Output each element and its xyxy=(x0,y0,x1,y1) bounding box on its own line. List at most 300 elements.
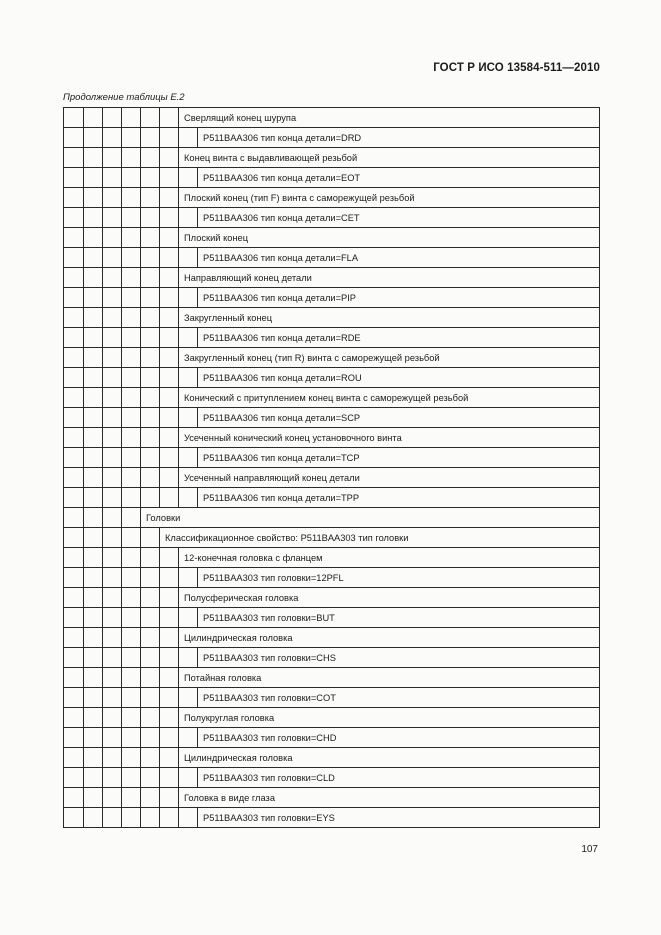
indent-cell xyxy=(103,268,122,288)
row-text: P511BAA306 тип конца детали=RDE xyxy=(198,328,600,348)
indent-cell xyxy=(141,568,160,588)
indent-cell xyxy=(160,648,179,668)
table-row xyxy=(64,248,600,268)
indent-cell xyxy=(122,768,141,788)
indent-cell xyxy=(64,148,84,168)
indent-cell xyxy=(122,788,141,808)
indent-cell xyxy=(160,768,179,788)
table-row xyxy=(64,528,600,548)
indent-cell xyxy=(122,808,141,828)
row-text: Конический с притуплением конец винта с саморежущей резьбой xyxy=(179,388,600,408)
indent-cell xyxy=(84,248,103,268)
table-row xyxy=(64,508,600,528)
indent-cell xyxy=(64,288,84,308)
indent-cell xyxy=(84,568,103,588)
indent-cell xyxy=(84,308,103,328)
table-row xyxy=(64,188,600,208)
table-row xyxy=(64,728,600,748)
indent-cell xyxy=(141,708,160,728)
indent-cell xyxy=(160,248,179,268)
row-text: P511BAA306 тип конца детали=CET xyxy=(198,208,600,228)
indent-cell xyxy=(64,208,84,228)
indent-cell xyxy=(64,128,84,148)
indent-cell xyxy=(103,588,122,608)
indent-cell xyxy=(122,308,141,328)
indent-cell xyxy=(103,568,122,588)
row-text: Плоский конец xyxy=(179,228,600,248)
indent-cell xyxy=(122,268,141,288)
table-row xyxy=(64,348,600,368)
row-text: P511BAA303 тип головки=COT xyxy=(198,688,600,708)
indent-cell xyxy=(141,408,160,428)
indent-cell xyxy=(103,228,122,248)
table-row xyxy=(64,288,600,308)
indent-cell xyxy=(103,748,122,768)
indent-cell xyxy=(179,768,198,788)
row-text: P511BAA306 тип конца детали=FLA xyxy=(198,248,600,268)
indent-cell xyxy=(141,608,160,628)
indent-cell xyxy=(84,628,103,648)
row-text: Конец винта с выдавливающей резьбой xyxy=(179,148,600,168)
row-text: Потайная головка xyxy=(179,668,600,688)
indent-cell xyxy=(122,208,141,228)
indent-cell xyxy=(84,708,103,728)
indent-cell xyxy=(64,408,84,428)
indent-cell xyxy=(103,688,122,708)
indent-cell xyxy=(84,388,103,408)
indent-cell xyxy=(122,728,141,748)
indent-cell xyxy=(103,148,122,168)
indent-cell xyxy=(179,368,198,388)
indent-cell xyxy=(84,528,103,548)
indent-cell xyxy=(103,608,122,628)
indent-cell xyxy=(160,628,179,648)
indent-cell xyxy=(141,128,160,148)
indent-cell xyxy=(103,408,122,428)
indent-cell xyxy=(64,188,84,208)
indent-cell xyxy=(64,488,84,508)
table-row xyxy=(64,128,600,148)
indent-cell xyxy=(103,288,122,308)
indent-cell xyxy=(103,248,122,268)
indent-cell xyxy=(64,308,84,328)
indent-cell xyxy=(160,148,179,168)
indent-cell xyxy=(64,508,84,528)
table-row xyxy=(64,168,600,188)
indent-cell xyxy=(141,148,160,168)
indent-cell xyxy=(122,608,141,628)
indent-cell xyxy=(141,328,160,348)
indent-cell xyxy=(160,428,179,448)
indent-cell xyxy=(84,428,103,448)
indent-cell xyxy=(122,488,141,508)
indent-cell xyxy=(141,288,160,308)
row-text: P511BAA303 тип головки=CHD xyxy=(198,728,600,748)
standard-designation: ГОСТ Р ИСО 13584-511—2010 xyxy=(433,62,600,74)
indent-cell xyxy=(160,568,179,588)
indent-cell xyxy=(141,788,160,808)
indent-cell xyxy=(179,248,198,268)
indent-cell xyxy=(160,208,179,228)
indent-cell xyxy=(103,328,122,348)
indent-cell xyxy=(122,168,141,188)
indent-cell xyxy=(122,288,141,308)
row-text: Классификационное свойство: P511BAA303 тип головки xyxy=(160,528,600,548)
indent-cell xyxy=(122,368,141,388)
table-row xyxy=(64,628,600,648)
table-row xyxy=(64,548,600,568)
indent-cell xyxy=(179,688,198,708)
indent-cell xyxy=(84,108,103,128)
table-row xyxy=(64,268,600,288)
indent-cell xyxy=(64,268,84,288)
indent-cell xyxy=(84,168,103,188)
indent-cell xyxy=(84,648,103,668)
table-row xyxy=(64,568,600,588)
indent-cell xyxy=(84,228,103,248)
table-row xyxy=(64,308,600,328)
indent-cell xyxy=(141,208,160,228)
indent-cell xyxy=(64,708,84,728)
table-row xyxy=(64,588,600,608)
row-text: Усеченный направляющий конец детали xyxy=(179,468,600,488)
indent-cell xyxy=(141,468,160,488)
row-text: P511BAA303 тип головки=BUT xyxy=(198,608,600,628)
table-row xyxy=(64,788,600,808)
indent-cell xyxy=(64,628,84,648)
indent-cell xyxy=(141,628,160,648)
indent-cell xyxy=(64,428,84,448)
indent-cell xyxy=(122,328,141,348)
row-text: Полусферическая головка xyxy=(179,588,600,608)
table-row xyxy=(64,768,600,788)
indent-cell xyxy=(122,748,141,768)
indent-cell xyxy=(103,528,122,548)
row-text: P511BAA303 тип головки=CLD xyxy=(198,768,600,788)
indent-cell xyxy=(141,228,160,248)
indent-cell xyxy=(122,528,141,548)
indent-cell xyxy=(122,428,141,448)
row-text: P511BAA306 тип конца детали=ROU xyxy=(198,368,600,388)
indent-cell xyxy=(84,408,103,428)
indent-cell xyxy=(141,768,160,788)
table-row xyxy=(64,808,600,828)
table-row xyxy=(64,708,600,728)
indent-cell xyxy=(160,308,179,328)
indent-cell xyxy=(179,168,198,188)
indent-cell xyxy=(160,668,179,688)
indent-cell xyxy=(84,688,103,708)
indent-cell xyxy=(179,288,198,308)
indent-cell xyxy=(64,648,84,668)
row-text: P511BAA306 тип конца детали=PIP xyxy=(198,288,600,308)
indent-cell xyxy=(84,188,103,208)
indent-cell xyxy=(160,688,179,708)
indent-cell xyxy=(141,748,160,768)
indent-cell xyxy=(64,748,84,768)
row-text: P511BAA303 тип головки=EYS xyxy=(198,808,600,828)
indent-cell xyxy=(103,788,122,808)
indent-cell xyxy=(122,508,141,528)
indent-cell xyxy=(160,708,179,728)
indent-cell xyxy=(141,448,160,468)
indent-cell xyxy=(122,448,141,468)
indent-cell xyxy=(160,788,179,808)
indent-cell xyxy=(64,688,84,708)
table-row xyxy=(64,208,600,228)
indent-cell xyxy=(160,808,179,828)
indent-cell xyxy=(64,448,84,468)
indent-cell xyxy=(141,108,160,128)
indent-cell xyxy=(179,328,198,348)
indent-cell xyxy=(64,388,84,408)
indent-cell xyxy=(122,128,141,148)
indent-cell xyxy=(64,788,84,808)
indent-cell xyxy=(141,588,160,608)
indent-cell xyxy=(84,768,103,788)
indent-cell xyxy=(141,308,160,328)
indent-cell xyxy=(122,648,141,668)
table-row xyxy=(64,388,600,408)
row-text: Направляющий конец детали xyxy=(179,268,600,288)
indent-cell xyxy=(84,608,103,628)
indent-cell xyxy=(84,208,103,228)
indent-cell xyxy=(141,688,160,708)
indent-cell xyxy=(141,428,160,448)
table-row xyxy=(64,668,600,688)
indent-cell xyxy=(141,248,160,268)
indent-cell xyxy=(160,288,179,308)
indent-cell xyxy=(64,468,84,488)
indent-cell xyxy=(64,108,84,128)
indent-cell xyxy=(179,408,198,428)
indent-cell xyxy=(64,568,84,588)
indent-cell xyxy=(103,168,122,188)
indent-cell xyxy=(122,408,141,428)
indent-cell xyxy=(84,128,103,148)
indent-cell xyxy=(179,208,198,228)
row-text: P511BAA306 тип конца детали=EOT xyxy=(198,168,600,188)
indent-cell xyxy=(160,328,179,348)
indent-cell xyxy=(103,208,122,228)
indent-cell xyxy=(64,608,84,628)
indent-cell xyxy=(179,608,198,628)
indent-cell xyxy=(103,508,122,528)
indent-cell xyxy=(64,228,84,248)
indent-cell xyxy=(64,528,84,548)
indent-cell xyxy=(160,728,179,748)
table-row xyxy=(64,408,600,428)
indent-cell xyxy=(122,348,141,368)
indent-cell xyxy=(64,768,84,788)
indent-cell xyxy=(103,428,122,448)
indent-cell xyxy=(103,808,122,828)
row-text: P511BAA306 тип конца детали=TPP xyxy=(198,488,600,508)
indent-cell xyxy=(141,728,160,748)
indent-cell xyxy=(103,388,122,408)
indent-cell xyxy=(179,488,198,508)
indent-cell xyxy=(122,688,141,708)
indent-cell xyxy=(103,188,122,208)
indent-cell xyxy=(122,108,141,128)
indent-cell xyxy=(179,728,198,748)
indent-cell xyxy=(103,448,122,468)
indent-cell xyxy=(103,308,122,328)
row-text: Головки xyxy=(141,508,600,528)
indent-cell xyxy=(122,548,141,568)
indent-cell xyxy=(84,488,103,508)
indent-cell xyxy=(64,168,84,188)
row-text: P511BAA306 тип конца детали=SCP xyxy=(198,408,600,428)
indent-cell xyxy=(84,268,103,288)
indent-cell xyxy=(84,808,103,828)
table-row xyxy=(64,688,600,708)
indent-cell xyxy=(84,348,103,368)
table-row xyxy=(64,428,600,448)
indent-cell xyxy=(84,548,103,568)
table-row xyxy=(64,448,600,468)
indent-cell xyxy=(84,288,103,308)
indent-cell xyxy=(122,188,141,208)
indent-cell xyxy=(84,668,103,688)
indent-cell xyxy=(64,728,84,748)
indent-cell xyxy=(84,788,103,808)
indent-cell xyxy=(141,388,160,408)
indent-cell xyxy=(160,748,179,768)
indent-cell xyxy=(122,588,141,608)
indent-cell xyxy=(160,488,179,508)
indent-cell xyxy=(84,748,103,768)
indent-cell xyxy=(122,248,141,268)
indent-cell xyxy=(103,548,122,568)
indent-cell xyxy=(64,348,84,368)
indent-cell xyxy=(103,708,122,728)
indent-cell xyxy=(141,548,160,568)
table-row xyxy=(64,488,600,508)
row-text: Головка в виде глаза xyxy=(179,788,600,808)
indent-cell xyxy=(160,408,179,428)
table-row xyxy=(64,148,600,168)
indent-cell xyxy=(84,328,103,348)
indent-cell xyxy=(122,628,141,648)
indent-cell xyxy=(160,168,179,188)
indent-cell xyxy=(160,468,179,488)
indent-cell xyxy=(122,388,141,408)
indent-cell xyxy=(84,468,103,488)
row-text: Плоский конец (тип F) винта с саморежущей резьбой xyxy=(179,188,600,208)
indent-cell xyxy=(160,348,179,368)
row-text: Цилиндрическая головка xyxy=(179,628,600,648)
indent-cell xyxy=(64,248,84,268)
indent-cell xyxy=(103,348,122,368)
indent-cell xyxy=(64,548,84,568)
indent-cell xyxy=(160,608,179,628)
indent-cell xyxy=(64,588,84,608)
indent-cell xyxy=(84,508,103,528)
classification-table xyxy=(63,107,600,828)
indent-cell xyxy=(103,488,122,508)
indent-cell xyxy=(64,368,84,388)
indent-cell xyxy=(122,708,141,728)
indent-cell xyxy=(64,808,84,828)
indent-cell xyxy=(141,668,160,688)
row-text: Сверлящий конец шурупа xyxy=(179,108,600,128)
indent-cell xyxy=(141,188,160,208)
indent-cell xyxy=(160,228,179,248)
indent-cell xyxy=(141,348,160,368)
indent-cell xyxy=(141,488,160,508)
indent-cell xyxy=(103,368,122,388)
indent-cell xyxy=(160,368,179,388)
row-text: Закругленный конец (тип R) винта с саморежущей резьбой xyxy=(179,348,600,368)
indent-cell xyxy=(84,448,103,468)
indent-cell xyxy=(122,568,141,588)
table-row xyxy=(64,108,600,128)
indent-cell xyxy=(179,808,198,828)
table-row xyxy=(64,648,600,668)
indent-cell xyxy=(141,268,160,288)
indent-cell xyxy=(103,108,122,128)
indent-cell xyxy=(84,588,103,608)
indent-cell xyxy=(64,668,84,688)
row-text: 12-конечная головка с фланцем xyxy=(179,548,600,568)
indent-cell xyxy=(103,128,122,148)
row-text: P511BAA306 тип конца детали=TCP xyxy=(198,448,600,468)
table-row xyxy=(64,748,600,768)
indent-cell xyxy=(160,188,179,208)
row-text: Цилиндрическая головка xyxy=(179,748,600,768)
indent-cell xyxy=(141,528,160,548)
indent-cell xyxy=(141,168,160,188)
indent-cell xyxy=(141,808,160,828)
indent-cell xyxy=(141,368,160,388)
table-row xyxy=(64,608,600,628)
table-row xyxy=(64,468,600,488)
indent-cell xyxy=(122,668,141,688)
indent-cell xyxy=(141,648,160,668)
row-text: Закругленный конец xyxy=(179,308,600,328)
indent-cell xyxy=(103,668,122,688)
row-text: Усеченный конический конец установочного винта xyxy=(179,428,600,448)
indent-cell xyxy=(122,228,141,248)
indent-cell xyxy=(160,448,179,468)
indent-cell xyxy=(84,148,103,168)
indent-cell xyxy=(122,148,141,168)
table-row xyxy=(64,328,600,348)
table-row xyxy=(64,228,600,248)
indent-cell xyxy=(160,128,179,148)
indent-cell xyxy=(179,568,198,588)
row-text: P511BAA306 тип конца детали=DRD xyxy=(198,128,600,148)
page-number: 107 xyxy=(581,844,598,855)
indent-cell xyxy=(103,628,122,648)
indent-cell xyxy=(103,728,122,748)
indent-cell xyxy=(160,268,179,288)
row-text: P511BAA303 тип головки=12PFL xyxy=(198,568,600,588)
indent-cell xyxy=(84,728,103,748)
indent-cell xyxy=(64,328,84,348)
indent-cell xyxy=(103,648,122,668)
indent-cell xyxy=(84,368,103,388)
indent-cell xyxy=(160,388,179,408)
indent-cell xyxy=(160,588,179,608)
indent-cell xyxy=(122,468,141,488)
indent-cell xyxy=(179,648,198,668)
indent-cell xyxy=(103,768,122,788)
row-text: P511BAA303 тип головки=CHS xyxy=(198,648,600,668)
indent-cell xyxy=(179,448,198,468)
table-row xyxy=(64,368,600,388)
